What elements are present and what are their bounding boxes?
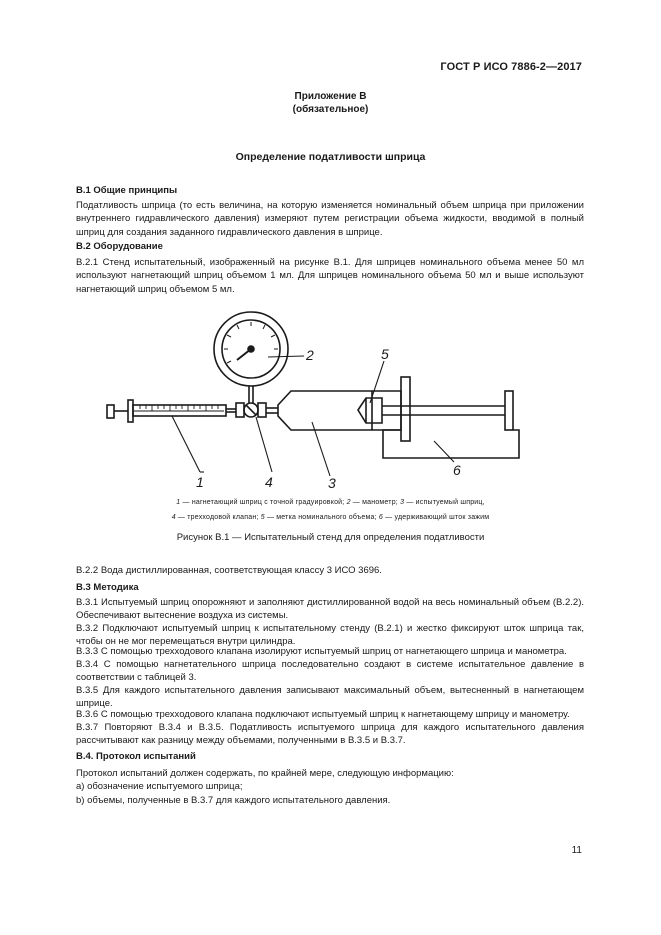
barrel-flange-3 xyxy=(401,377,410,441)
figure-legend-line-1: 1 — нагнетающий шприц с точной градуировкой; 2 — манометр; 3 — испытуемый шприц, xyxy=(176,499,485,506)
figure-label-4: 4 xyxy=(265,474,273,490)
b2-p1: В.2.1 Стенд испытательный, изображенный на рисунке В.1. Для шприцев номинального объема менее 50 мл используют нагнетающий шприц объемом 1 мл. Для шприцев номинального объема 50 мл и выше используют нагнетающий шприц объемом 5 мл. xyxy=(76,257,584,295)
annex-subtitle: (обязательное) xyxy=(292,104,369,115)
figure-caption: Рисунок В.1 — Испытательный стенд для определения податливости xyxy=(176,532,485,543)
plunger-knob-1 xyxy=(107,405,114,418)
b3-p7: В.3.7 Повторяют В.3.4 и В.3.5. Податливость испытуемого шприца для каждого испытательного давления рассчитывают как разницу между объемами, полученными в В.3.5 и В.3.7. xyxy=(76,722,584,747)
b1-text: Податливость шприца (то есть величина, на которую изменяется номинальный объем шприца при приложении внутреннего гидравлического давления) измеряют путем регистрации объема жидкости, вводимой в полный шприц для создания заданного гидравлического давления в шприце. xyxy=(76,200,584,238)
figure-label-1: 1 xyxy=(196,474,204,490)
b4-item-a: а) обозначение испытуемого шприца; xyxy=(76,781,243,792)
b4-item-b: b) объемы, полученные в В.3.7 для каждого испытательного давления. xyxy=(76,795,391,806)
b1-heading: В.1 Общие принципы xyxy=(76,185,178,196)
clamp xyxy=(383,430,519,458)
figure-label-2: 2 xyxy=(306,347,314,363)
valve-right-nut xyxy=(258,403,266,417)
section-title: Определение податливости шприца xyxy=(235,151,426,163)
b3-p5: В.3.5 Для каждого испытательного давления записывают максимальный объем, вытесненный в нагнетающем шприце. xyxy=(76,685,584,710)
b3-heading: В.3 Методика xyxy=(76,582,139,593)
valve-left-nut xyxy=(236,403,244,417)
figure-label-6: 6 xyxy=(453,462,461,478)
b3-p3: В.3.3 С помощью трехходового клапана изолируют испытуемый шприц от нагнетающего шприца и манометра. xyxy=(76,646,567,657)
b4-heading: В.4. Протокол испытаний xyxy=(76,751,196,762)
b3-p1: В.3.1 Испытуемый шприц опорожняют и заполняют дистиллированной водой на весь номинальный объем (В.2.2). Обеспечивают вытеснение воздуха из системы. xyxy=(76,597,584,622)
figure-legend-line-2: 4 — трехходовой клапан; 5 — метка номинального объема; 6 — удерживающий шток зажим xyxy=(171,514,490,521)
b4-intro: Протокол испытаний должен содержать, по крайней мере, следующую информацию: xyxy=(76,768,454,779)
annex-title: Приложение В xyxy=(294,91,367,102)
page-number: 11 xyxy=(571,845,582,856)
plunger-flange-3 xyxy=(505,391,513,430)
standard-code: ГОСТ Р ИСО 7886-2—2017 xyxy=(440,61,582,73)
b3-p4: В.3.4 С помощью нагнетательного шприца последовательно создают в системе испытательное давление в соответствии с таблицей 3. xyxy=(76,659,584,684)
figure-label-5: 5 xyxy=(381,346,389,362)
figure-label-3: 3 xyxy=(328,475,336,491)
b3-p6: В.3.6 С помощью трехходового клапана подключают испытуемый шприц к нагнетающему шприцу и манометру. xyxy=(76,709,570,720)
b3-p2: В.3.2 Подключают испытуемый шприц к испытательному стенду (В.2.1) и жестко фиксируют шток шприца так, чтобы он не мог перемещаться внутри цилиндра. xyxy=(76,623,584,648)
b2-p2: В.2.2 Вода дистиллированная, соответствующая классу 3 ИСО 3696. xyxy=(76,565,382,576)
b2-heading: В.2 Оборудование xyxy=(76,241,163,252)
